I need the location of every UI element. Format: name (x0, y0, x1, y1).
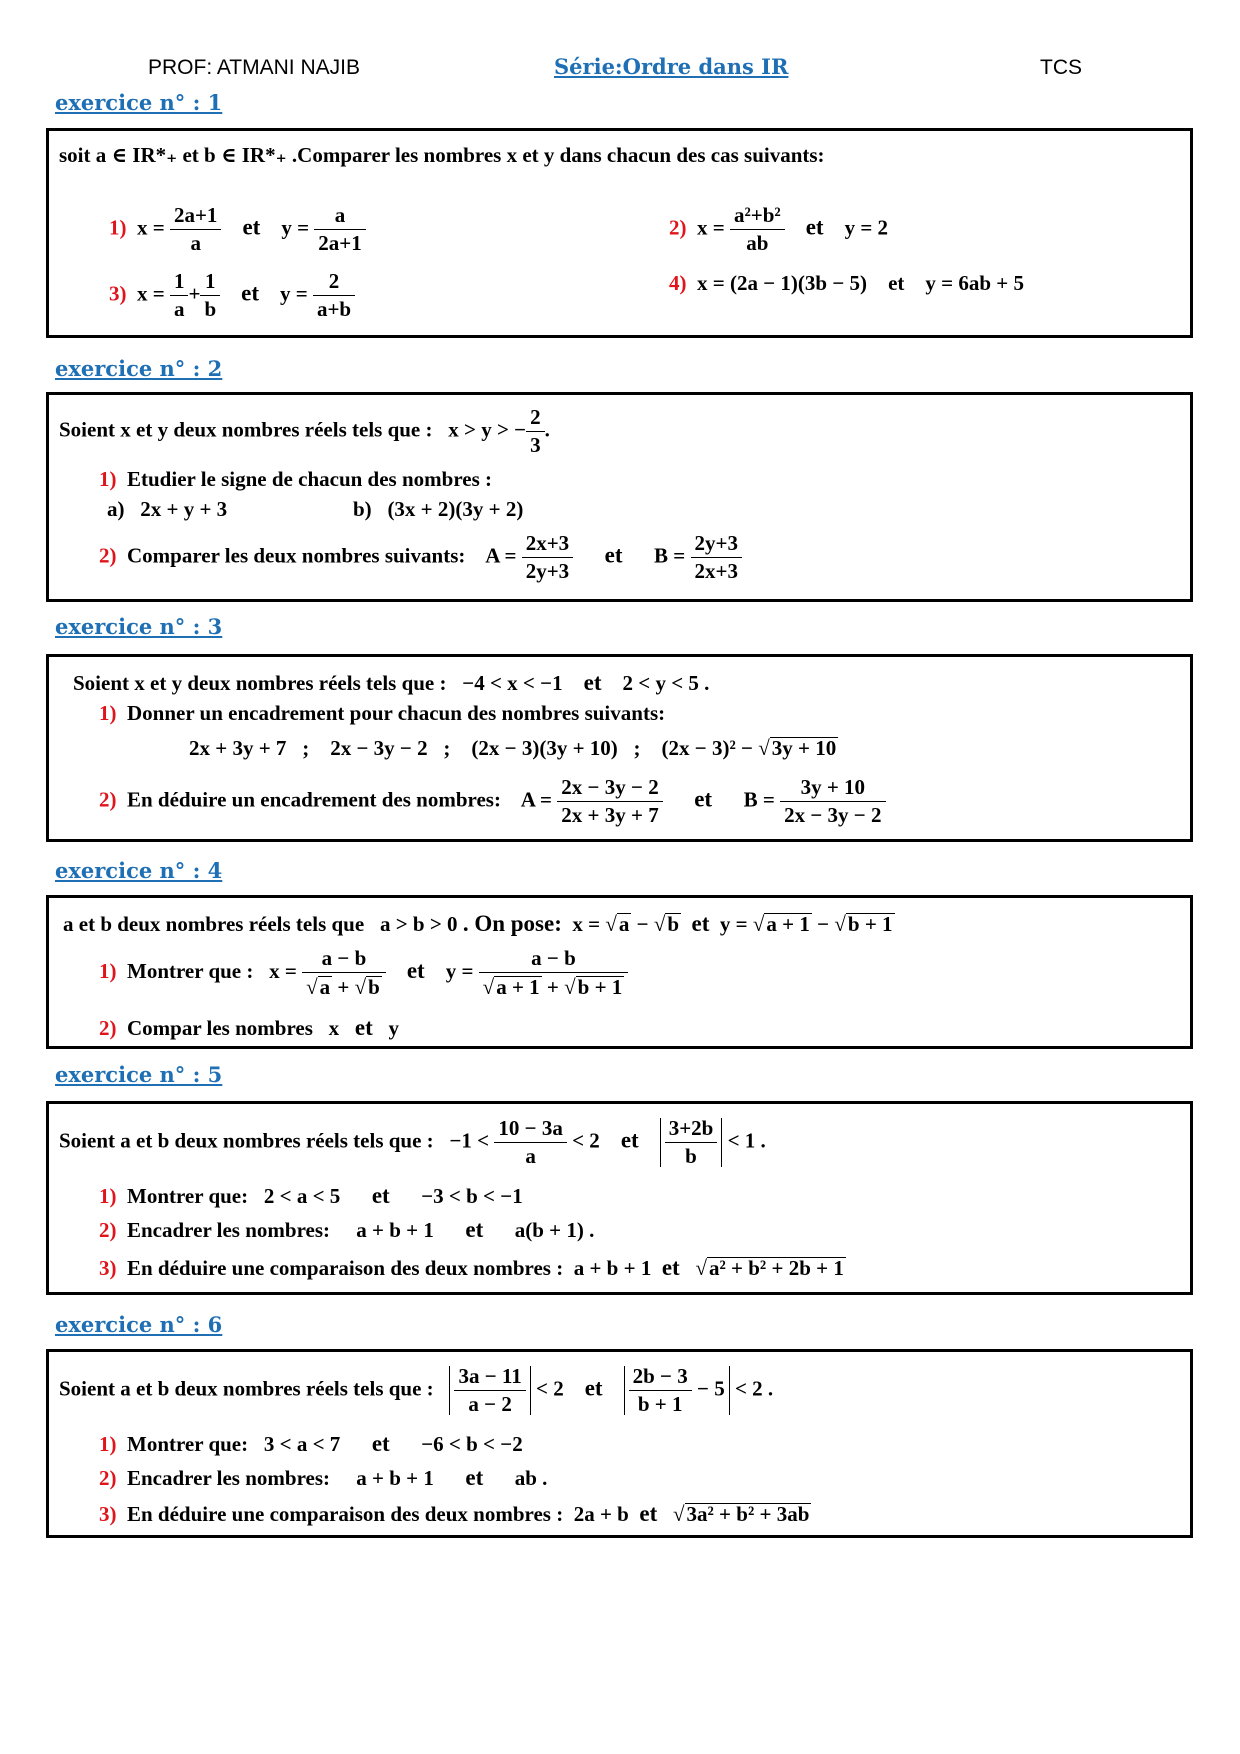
exercise-5-heading: exercice n° : 5 (55, 1062, 223, 1087)
exercise-1-heading: exercice n° : 1 (55, 90, 223, 115)
level: TCS (1040, 56, 1082, 79)
ex3-intro: Soient x et y deux nombres réels tels que : −4 < x < −1 et 2 < y < 5 . (73, 670, 710, 695)
exercise-2-box (46, 392, 1193, 602)
ex6-intro: Soient a et b deux nombres réels tels que : $\frac{3a - 11}{a - 2}$ < 2 et $\frac{2b - 3}{b + 1}$ − 5 < 2 . (59, 1364, 774, 1416)
exercise-4-box (46, 895, 1193, 1049)
exercise-4-heading: exercice n° : 4 (55, 858, 223, 883)
ex6-q1: 1) Montrer que: 3 < a < 7 et −6 < b < −2 (99, 1431, 523, 1456)
ex5-q1: 1) Montrer que: 2 < a < 5 et −3 < b < −1 (99, 1183, 523, 1208)
ex1-item2: 2) x = $\frac{\text{a²+b²}}{ab}$ et y = 2 (669, 203, 889, 255)
ex1-item1: 1) x = $\frac{2a+1}{a}$ et y = $\frac{a}{2a+1}$ (109, 205, 366, 254)
ex1-intro: soit a ∈ IR*₊ et b ∈ IR*₊ .Comparer les nombres x et y dans chacun des cas suivants: (59, 143, 825, 167)
ex4-q2: 2) Compar les nombres x et y (99, 1015, 400, 1040)
exercise-1-box (46, 128, 1193, 338)
ex5-intro: Soient a et b deux nombres réels tels que : −1 < $\frac{10 - 3a}{a}$ < 2 et $\frac{3+2b}{b}$ < 1 . (59, 1116, 766, 1168)
exercise-3-heading: exercice n° : 3 (55, 614, 223, 639)
ex4-q1: 1) Montrer que : x = $\frac{a - b}{√a + √b}$ et y = $\frac{a - b}{√a + 1 + √b + 1}$ (99, 948, 628, 998)
ex3-exprs: 2x + 3y + 7 ; 2x − 3y − 2 ; (2x − 3)(3y + 10) ; (2x − 3)² − √3y + 10 (189, 736, 837, 760)
ex2-q2: 2) Comparer les deux nombres suivants: A = $\frac{2x+3}{2y+3}$ et B = $\frac{2y+3}{2x+3}$ (99, 533, 742, 582)
ex2-qb: b) (3x + 2)(3y + 2) (353, 497, 524, 521)
exercise-2-heading: exercice n° : 2 (55, 356, 223, 381)
ex2-qa: a) 2x + y + 3 (107, 497, 228, 521)
ex5-q2: 2) Encadrer les nombres: a + b + 1 et a(b + 1) . (99, 1217, 595, 1242)
ex2-intro: Soient x et y deux nombres réels tels que : x > y > − $\frac{2}{3}$ . (59, 405, 550, 457)
exercise-6-heading: exercice n° : 6 (55, 1312, 223, 1337)
ex3-q1: 1) Donner un encadrement pour chacun des nombres suivants: (99, 701, 666, 725)
exercise-5-box (46, 1101, 1193, 1295)
page-title: Série:Ordre dans IR (554, 54, 789, 79)
ex4-intro: a et b deux nombres réels tels que a > b > 0 . On pose: x = √a − √b et y = √a + 1 − √b + 1 (63, 911, 893, 936)
exercise-3-box (46, 654, 1193, 842)
ex6-q3: 3) En déduire une comparaison des deux nombres : 2a + b et √3a² + b² + 3ab (99, 1501, 810, 1526)
ex1-item3: 3) x = $\frac{1}{a}$ + $\frac{1}{b}$ et y = $\frac{2}{a+b}$ (109, 271, 355, 320)
author: PROF: ATMANI NAJIB (148, 56, 360, 79)
ex6-q2: 2) Encadrer les nombres: a + b + 1 et ab . (99, 1465, 548, 1490)
ex3-q2: 2) En déduire un encadrement des nombres: A = $\frac{2x - 3y - 2}{2x + 3y + 7}$ et B = $\frac{3y + 10}{2x - 3y - 2}$ (99, 777, 886, 826)
ex2-q1: 1) Etudier le signe de chacun des nombres : (99, 467, 492, 491)
exercise-6-box (46, 1349, 1193, 1538)
ex1-item4: 4) x = (2a − 1)(3b − 5) et y = 6ab + 5 (669, 271, 1025, 295)
ex5-q3: 3) En déduire une comparaison des deux nombres : a + b + 1 et √a² + b² + 2b + 1 (99, 1255, 844, 1280)
